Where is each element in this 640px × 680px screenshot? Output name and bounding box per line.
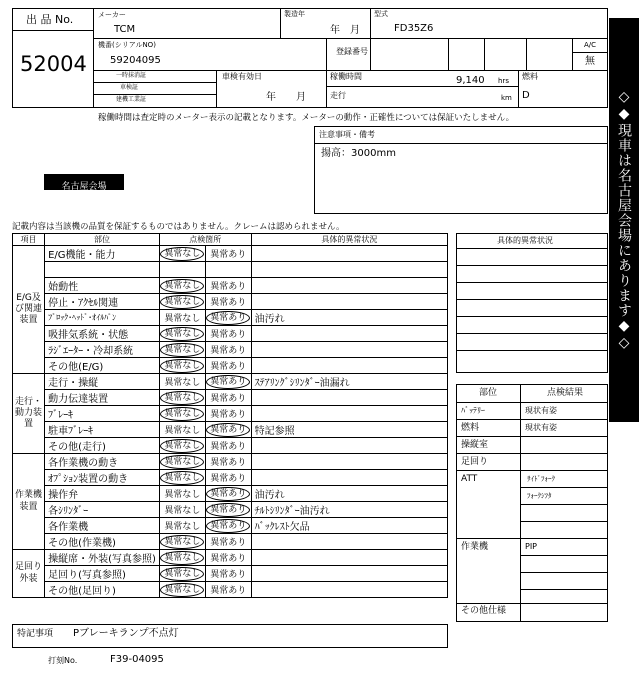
part-cell: ﾌﾞﾚｰｷ xyxy=(45,406,160,422)
ng-cell xyxy=(205,342,251,358)
hours-value: 9,140 xyxy=(456,75,485,86)
table-row xyxy=(13,294,448,310)
side-row-fuel-result: 現状有姿 xyxy=(525,423,557,432)
ok-label: 異常なし xyxy=(164,506,201,516)
side-top-box xyxy=(456,233,608,373)
ok-cell xyxy=(159,326,205,342)
table-row xyxy=(13,390,448,406)
ng-label: 異常あり xyxy=(210,570,247,580)
detail-cell xyxy=(251,246,447,262)
side-row-fuel-part: 燃料 xyxy=(461,423,480,433)
vertical-banner-text: ◇◆現車は名古屋会場にあります◆◇ xyxy=(616,88,632,352)
table-row xyxy=(13,502,448,518)
table-row xyxy=(13,278,448,294)
side-other-label: その他仕様 xyxy=(461,606,507,616)
table-row xyxy=(13,534,448,550)
notes-value: 揚高：3000mm xyxy=(321,148,396,159)
special-notes-box xyxy=(12,624,448,648)
ok-label: 異常なし xyxy=(164,490,201,500)
stamp-label: 打刻No. xyxy=(48,656,78,665)
ok-cell xyxy=(159,566,205,582)
header-part: 部位 xyxy=(45,234,160,246)
hours-disclaimer: 稼働時間は査定時のメーター表示の記載となります。メーターの動作・正確性については保証いたしません。 xyxy=(98,113,515,123)
part-cell: ｵﾌﾟｼｮﾝ装置の動き xyxy=(45,470,160,486)
ng-label: 異常あり xyxy=(210,330,247,340)
ok-label-circled: 異常なし xyxy=(160,583,204,597)
ok-cell xyxy=(159,262,205,278)
ok-cell xyxy=(159,374,205,390)
detail-cell: ﾁﾙﾄｼﾘﾝﾀﾞｰ油汚れ xyxy=(251,502,447,518)
category-cell: 足回り外装 xyxy=(13,550,45,598)
ng-cell xyxy=(205,518,251,534)
ok-cell xyxy=(159,310,205,326)
serial-label: 機番(シリアルNO) xyxy=(98,41,156,49)
lot-box xyxy=(12,8,94,108)
part-cell: その他(走行) xyxy=(45,438,160,454)
side-row-battery-part: ﾊﾞｯﾃﾘｰ xyxy=(461,406,485,415)
part-cell: E/G機能・能力 xyxy=(45,246,160,262)
ok-label-circled: 異常なし xyxy=(160,535,204,549)
special-notes-value: Pブレーキランプ不点灯 xyxy=(73,628,179,639)
header-item: 項目 xyxy=(13,234,45,246)
table-row xyxy=(13,550,448,566)
ng-label: 異常あり xyxy=(210,458,247,468)
table-row xyxy=(13,310,448,326)
serial-value: 59204095 xyxy=(110,55,161,66)
ok-cell xyxy=(159,550,205,566)
detail-cell xyxy=(251,326,447,342)
ng-cell xyxy=(205,550,251,566)
side-att-item-1: ｻｲﾄﾞﾌｫｰｸ xyxy=(527,475,555,483)
detail-cell xyxy=(251,534,447,550)
ok-cell xyxy=(159,534,205,550)
ng-cell xyxy=(205,582,251,598)
part-cell: 操縦席・外装(写真参照) xyxy=(45,550,160,566)
ng-label-circled: 異常あり xyxy=(206,519,250,533)
ng-label: 異常あり xyxy=(210,362,247,372)
side-top-header: 具体的異常状況 xyxy=(497,236,553,245)
ng-label: 異常あり xyxy=(210,442,247,452)
part-cell: 各ｼﾘﾝﾀﾞｰ xyxy=(45,502,160,518)
header-check: 点検箇所 xyxy=(159,234,251,246)
detail-cell: 油汚れ xyxy=(251,310,447,326)
table-row xyxy=(13,246,448,262)
part-cell: その他(足回り) xyxy=(45,582,160,598)
detail-cell xyxy=(251,262,447,278)
table-row xyxy=(13,262,448,278)
ok-cell xyxy=(159,438,205,454)
part-cell: 停止・ｱｸｾﾙ関連 xyxy=(45,294,160,310)
ng-label: 異常あり xyxy=(210,346,247,356)
ng-label: 異常あり xyxy=(210,538,247,548)
notes-label: 注意事項・備考 xyxy=(319,130,375,139)
inspection-unit: 年 月 xyxy=(266,92,306,103)
ng-label-circled: 異常あり xyxy=(206,375,250,389)
side-att-label: ATT xyxy=(461,474,478,484)
notes-box xyxy=(314,126,608,214)
model-value: FD35Z6 xyxy=(394,23,434,34)
detail-cell: ｽﾃｱﾘﾝｸﾞｼﾘﾝﾀﾞｰ油漏れ xyxy=(251,374,447,390)
detail-cell xyxy=(251,358,447,374)
ng-cell xyxy=(205,566,251,582)
ok-cell xyxy=(159,470,205,486)
table-row xyxy=(13,406,448,422)
ng-cell xyxy=(205,278,251,294)
ok-label-circled: 異常なし xyxy=(160,327,204,341)
part-cell: 各作業機 xyxy=(45,518,160,534)
ng-label: 異常あり xyxy=(210,554,247,564)
detail-cell xyxy=(251,342,447,358)
vertical-banner xyxy=(609,18,639,422)
inspection-label: 車検有効日 xyxy=(222,72,262,81)
permit-row-3: 建機工業証 xyxy=(116,96,147,103)
ok-cell xyxy=(159,406,205,422)
table-row xyxy=(13,486,448,502)
ng-label-circled: 異常あり xyxy=(206,423,250,437)
ok-cell xyxy=(159,246,205,262)
ok-label-circled: 異常なし xyxy=(160,471,204,485)
ok-cell xyxy=(159,422,205,438)
ng-label: 異常あり xyxy=(210,394,247,404)
part-cell: その他(作業機) xyxy=(45,534,160,550)
side-header-part: 部位 xyxy=(479,388,498,398)
ng-cell xyxy=(205,406,251,422)
ok-cell xyxy=(159,518,205,534)
ok-label-circled: 異常なし xyxy=(160,407,204,421)
detail-cell xyxy=(251,294,447,310)
part-cell: 操作弁 xyxy=(45,486,160,502)
side-work-value: PIP xyxy=(525,542,538,551)
ac-value: 無 xyxy=(585,56,595,67)
table-row xyxy=(13,454,448,470)
category-cell: 作業機装置 xyxy=(13,454,45,550)
lot-label: 出 品 No. xyxy=(26,13,74,26)
category-cell: 走行・動力装置 xyxy=(13,374,45,454)
ok-cell xyxy=(159,454,205,470)
ac-label: A/C xyxy=(584,41,597,49)
ng-cell xyxy=(205,310,251,326)
ok-label-circled: 異常なし xyxy=(160,279,204,293)
detail-cell xyxy=(251,454,447,470)
ng-cell xyxy=(205,358,251,374)
detail-cell xyxy=(251,550,447,566)
detail-cell: ﾊﾞｯｸﾚｽﾄ欠品 xyxy=(251,518,447,534)
ng-label: 異常あり xyxy=(210,282,247,292)
part-cell: その他(E/G) xyxy=(45,358,160,374)
ok-label-circled: 異常なし xyxy=(160,343,204,357)
table-row xyxy=(13,470,448,486)
ok-cell xyxy=(159,486,205,502)
ok-cell xyxy=(159,342,205,358)
km-unit: km xyxy=(501,94,512,102)
table-row xyxy=(13,566,448,582)
ng-cell xyxy=(205,326,251,342)
side-row-cab-part: 操縦室 xyxy=(461,440,489,450)
model-label: 型式 xyxy=(374,10,388,18)
ok-cell xyxy=(159,502,205,518)
part-cell: 走行・操縦 xyxy=(45,374,160,390)
ok-label-circled: 異常なし xyxy=(160,359,204,373)
ng-label: 異常あり xyxy=(210,298,247,308)
venue-badge-text: 名古屋会場 xyxy=(61,182,107,192)
side-header-result: 点検結果 xyxy=(547,388,584,398)
ok-label-circled: 異常なし xyxy=(160,439,204,453)
ok-label-circled: 異常なし xyxy=(160,567,204,581)
detail-cell: 特記参照 xyxy=(251,422,447,438)
part-cell: 動力伝達装置 xyxy=(45,390,160,406)
table-row xyxy=(13,374,448,390)
ok-cell xyxy=(159,358,205,374)
ok-label-circled: 異常なし xyxy=(160,455,204,469)
maker-label: メーカー xyxy=(98,11,126,19)
ok-label: 異常なし xyxy=(164,378,201,388)
ok-label-circled: 異常なし xyxy=(160,391,204,405)
venue-badge xyxy=(44,174,124,190)
ng-label: 異常あり xyxy=(210,250,247,260)
side-row-under-part: 足回り xyxy=(461,457,489,467)
ng-cell xyxy=(205,294,251,310)
ng-cell xyxy=(205,486,251,502)
part-cell: 足回り(写真参照) xyxy=(45,566,160,582)
hours-unit: hrs xyxy=(498,77,509,85)
inspection-table xyxy=(12,233,448,598)
lot-number: 52004 xyxy=(20,52,87,76)
ng-cell xyxy=(205,390,251,406)
ng-cell xyxy=(205,502,251,518)
table-row xyxy=(13,326,448,342)
ng-cell xyxy=(205,438,251,454)
ok-cell xyxy=(159,294,205,310)
part-cell: 吸排気系統・状態 xyxy=(45,326,160,342)
header-detail: 具体的異常状況 xyxy=(251,234,447,246)
ok-label-circled: 異常なし xyxy=(160,551,204,565)
table-row xyxy=(13,342,448,358)
ng-label: 異常あり xyxy=(210,474,247,484)
part-cell: 駐車ﾌﾞﾚｰｷ xyxy=(45,422,160,438)
table-row xyxy=(13,358,448,374)
ng-cell xyxy=(205,454,251,470)
ng-label-circled: 異常あり xyxy=(206,487,250,501)
ng-label: 異常あり xyxy=(210,410,247,420)
detail-cell xyxy=(251,470,447,486)
part-cell: ﾗｼﾞｴｰﾀｰ・冷却系統 xyxy=(45,342,160,358)
inspection-header-row xyxy=(13,234,448,246)
detail-cell xyxy=(251,406,447,422)
part-cell: ﾌﾞﾛｯｸ･ﾍｯﾄﾞ･ｵｲﾙﾊﾟﾝ xyxy=(45,310,160,326)
year-label: 製造年 xyxy=(284,10,305,18)
ng-cell xyxy=(205,246,251,262)
ng-label: 異常あり xyxy=(210,586,247,596)
hours-label: 稼働時間 xyxy=(330,72,362,81)
table-row xyxy=(13,422,448,438)
side-att-item-2: ﾌｫｰｸｼﾌﾀ xyxy=(527,492,552,500)
detail-cell: 油汚れ xyxy=(251,486,447,502)
ng-cell xyxy=(205,534,251,550)
table-row xyxy=(13,518,448,534)
ng-cell xyxy=(205,374,251,390)
permit-row-1: 一時抹消証 xyxy=(116,72,147,79)
detail-cell xyxy=(251,390,447,406)
side-results-box xyxy=(456,384,608,622)
detail-cell xyxy=(251,582,447,598)
travel-label: 走行 xyxy=(330,91,346,100)
reg-label: 登録番号 xyxy=(336,47,368,56)
year-unit: 年 月 xyxy=(330,25,360,36)
quality-disclaimer: 記載内容は当該機の品質を保証するものではありません。クレームは認められません。 xyxy=(12,222,345,232)
part-cell xyxy=(45,262,160,278)
fuel-label: 燃料 xyxy=(522,72,538,81)
ok-label: 異常なし xyxy=(164,314,201,324)
ng-cell xyxy=(205,470,251,486)
ok-label-circled: 異常なし xyxy=(160,295,204,309)
side-work-label: 作業機 xyxy=(461,542,489,552)
ng-label-circled: 異常あり xyxy=(206,503,250,517)
detail-cell xyxy=(251,566,447,582)
detail-cell xyxy=(251,438,447,454)
ng-label-circled: 異常あり xyxy=(206,311,250,325)
ok-label-circled: 異常なし xyxy=(160,247,204,261)
fuel-value: D xyxy=(522,90,530,101)
ng-cell xyxy=(205,262,251,278)
permit-row-2: 車検証 xyxy=(120,84,139,91)
ok-cell xyxy=(159,278,205,294)
category-cell: E/G及び関連装置 xyxy=(13,246,45,374)
special-notes-label: 特記事項 xyxy=(17,629,54,639)
ok-label: 異常なし xyxy=(164,426,201,436)
table-row xyxy=(13,582,448,598)
ok-label: 異常なし xyxy=(164,522,201,532)
detail-cell xyxy=(251,278,447,294)
side-row-battery-result: 現状有姿 xyxy=(525,406,557,415)
ok-cell xyxy=(159,390,205,406)
ok-cell xyxy=(159,582,205,598)
stamp-value: F39-04095 xyxy=(110,654,164,665)
ng-cell xyxy=(205,422,251,438)
part-cell: 始動性 xyxy=(45,278,160,294)
part-cell: 各作業機の動き xyxy=(45,454,160,470)
table-row xyxy=(13,438,448,454)
maker-value: TCM xyxy=(114,24,136,35)
